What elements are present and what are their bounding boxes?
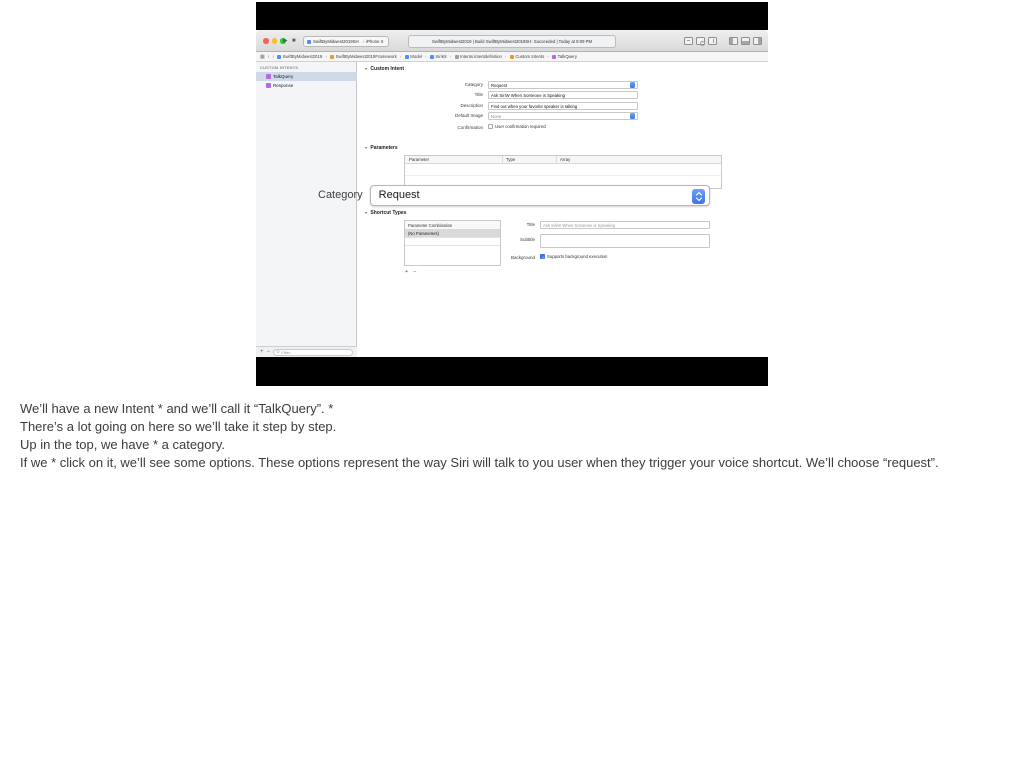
breadcrumb-item[interactable]	[450, 54, 502, 59]
breadcrumb-label: › Intents.intentdefinition	[460, 54, 502, 59]
note-line: Up in the top, we have * a category.	[20, 437, 225, 452]
toggle-navigator-icon[interactable]	[729, 37, 738, 45]
sidebar-filter-bar	[256, 346, 357, 357]
category-popup[interactable]	[488, 81, 638, 89]
column-array[interactable]: Array	[560, 157, 571, 162]
confirmation-text: User confirmation required	[495, 124, 546, 129]
confirmation-row	[488, 124, 546, 129]
section-shortcut-types[interactable]	[365, 210, 406, 216]
scheme-device: › iPhone X	[361, 39, 384, 44]
activity-viewer	[408, 35, 616, 48]
combination-header-label: Parameter Combination	[408, 222, 453, 228]
row-separator	[405, 175, 721, 176]
shortcut-subtitle-label: Subtitle	[519, 237, 535, 242]
breadcrumb-item[interactable]	[325, 54, 397, 59]
callout-category-popup[interactable]	[370, 185, 710, 206]
popup-chevrons-icon	[630, 82, 635, 88]
breadcrumb-item[interactable]	[400, 54, 422, 59]
screenshot-frame	[256, 2, 768, 386]
project-icon	[277, 55, 281, 59]
breadcrumb-item[interactable]	[547, 54, 577, 59]
toggle-inspector-icon[interactable]	[753, 37, 762, 45]
parameter-combination-table[interactable]	[404, 220, 501, 266]
background-row	[540, 254, 607, 259]
toolbar-right-icons	[684, 37, 762, 45]
section-title: Custom Intent	[370, 66, 405, 72]
xcode-window	[256, 30, 768, 357]
title-value: Ask SiriW When Someone is Speaking	[491, 92, 566, 98]
confirmation-checkbox[interactable]	[488, 124, 493, 129]
sidebar-item-label: Response	[273, 83, 294, 88]
note-line: There’s a lot going on here so we’ll take it step by step.	[20, 419, 337, 434]
shortcut-subtitle-field[interactable]	[540, 234, 710, 248]
default-image-value: None	[491, 113, 502, 119]
combination-row-label: (No Parameters)	[408, 231, 439, 236]
note-line: If we * click on it, we’ll see some options. These options represent the way Siri will talk to you user when they trigger your voice shortcut. We’ll choose “request”.	[20, 455, 939, 470]
title-field[interactable]	[488, 91, 638, 99]
description-label: Description	[460, 103, 483, 108]
category-zoom-callout	[318, 184, 710, 206]
note-line: We’ll have a new Intent * and we’ll call it “TalkQuery”. *	[20, 401, 334, 416]
sidebar-item-response[interactable]	[256, 81, 357, 90]
breadcrumb-label: SwiftByMidwest2019	[282, 54, 323, 59]
xcode-toolbar	[256, 30, 768, 52]
stop-button-icon[interactable]	[292, 37, 296, 45]
parameters-table-header	[405, 156, 721, 164]
breadcrumb-item[interactable]	[505, 54, 544, 59]
shortcut-title-label: Title	[526, 222, 535, 227]
callout-category-value: Request	[378, 189, 420, 201]
group-icon	[510, 55, 514, 59]
folder-icon	[430, 55, 434, 59]
popup-chevrons-icon	[630, 113, 635, 119]
column-type[interactable]: Type	[506, 157, 516, 162]
speaker-notes	[20, 400, 1020, 472]
scheme-app-icon	[307, 40, 311, 44]
run-button-icon[interactable]	[283, 37, 288, 45]
background-label: Background	[510, 255, 535, 260]
combination-add-remove	[405, 269, 416, 275]
activity-text: SwiftByMidwest2019 | Build SwiftByMidwest2019SH: Succeeded | Today at 9:09 PM	[431, 39, 593, 44]
toggle-debug-area-icon[interactable]	[741, 37, 750, 45]
shortcut-title-value: Ask SiriW When Someone is Speaking	[543, 223, 616, 228]
go-back-icon[interactable]	[268, 53, 270, 61]
shortcut-title-field[interactable]	[540, 221, 710, 229]
category-label: Category	[464, 82, 483, 87]
description-field[interactable]	[488, 102, 638, 110]
background-checkbox[interactable]	[540, 254, 545, 259]
sidebar-section-header: CUSTOM INTENTS	[260, 65, 299, 70]
column-divider	[556, 156, 557, 164]
description-value: Find out when your favorite speaker is talking	[491, 103, 578, 109]
filter-icon	[276, 349, 280, 355]
popup-stepper-icon	[692, 189, 705, 204]
breadcrumb-item[interactable]	[277, 54, 322, 59]
column-divider	[502, 156, 503, 164]
title-label: Title	[474, 92, 483, 97]
scheme-name: SwiftByMidwest2019SH	[313, 39, 359, 44]
editor-version-icon[interactable]	[708, 37, 717, 45]
column-parameter[interactable]: Parameter	[409, 157, 430, 162]
sidebar-item-label: TalkQuery	[273, 74, 294, 79]
editor-standard-icon[interactable]	[684, 37, 693, 45]
minimize-window-icon[interactable]	[272, 38, 278, 44]
combination-header	[405, 221, 500, 230]
confirmation-label: Confirmation	[457, 125, 483, 130]
section-custom-intent[interactable]	[365, 66, 404, 72]
category-value: Request	[491, 82, 508, 88]
filter-placeholder: Filter	[281, 349, 291, 355]
go-forward-icon[interactable]	[272, 53, 274, 61]
scheme-selector[interactable]	[303, 36, 389, 47]
callout-category-label: Category	[318, 189, 363, 201]
section-title: Shortcut Types	[370, 210, 407, 216]
custom-intents-sidebar	[256, 62, 357, 357]
default-image-popup[interactable]	[488, 112, 638, 120]
add-combination-button[interactable]: +	[405, 269, 409, 275]
section-parameters[interactable]	[365, 145, 398, 151]
section-title: Parameters	[370, 145, 398, 151]
intent-editor	[357, 62, 768, 357]
add-intent-button[interactable]: +	[260, 348, 264, 355]
breadcrumb-label: › SwiftByMidwest2019Framework	[335, 54, 397, 59]
related-items-icon[interactable]	[260, 53, 265, 61]
breadcrumb-label: › TalkQuery	[557, 54, 578, 59]
remove-intent-button[interactable]: −	[266, 348, 271, 355]
combination-row-no-parameters[interactable]	[405, 230, 500, 238]
breadcrumb-label: › SiriKit	[435, 54, 447, 59]
remove-combination-button[interactable]: −	[413, 269, 417, 275]
close-window-icon[interactable]	[263, 38, 269, 44]
intent-icon	[266, 74, 271, 79]
filter-field[interactable]	[273, 349, 353, 356]
jump-bar	[256, 52, 768, 62]
sidebar-item-talkquery[interactable]	[256, 72, 357, 81]
background-text: Supports background execution	[547, 254, 608, 259]
framework-icon	[330, 55, 334, 59]
breadcrumb-item[interactable]	[425, 54, 447, 59]
intent-icon	[552, 55, 556, 59]
window-body	[256, 62, 768, 357]
editor-assistant-icon[interactable]	[696, 37, 705, 45]
breadcrumb-label: › Custom Intents	[515, 54, 545, 59]
file-icon	[455, 55, 459, 59]
combination-row-empty[interactable]	[405, 238, 500, 246]
breadcrumb-label: › Model	[410, 54, 422, 59]
response-icon	[266, 83, 271, 88]
folder-icon	[405, 55, 409, 59]
default-image-label: Default Image	[454, 113, 483, 118]
